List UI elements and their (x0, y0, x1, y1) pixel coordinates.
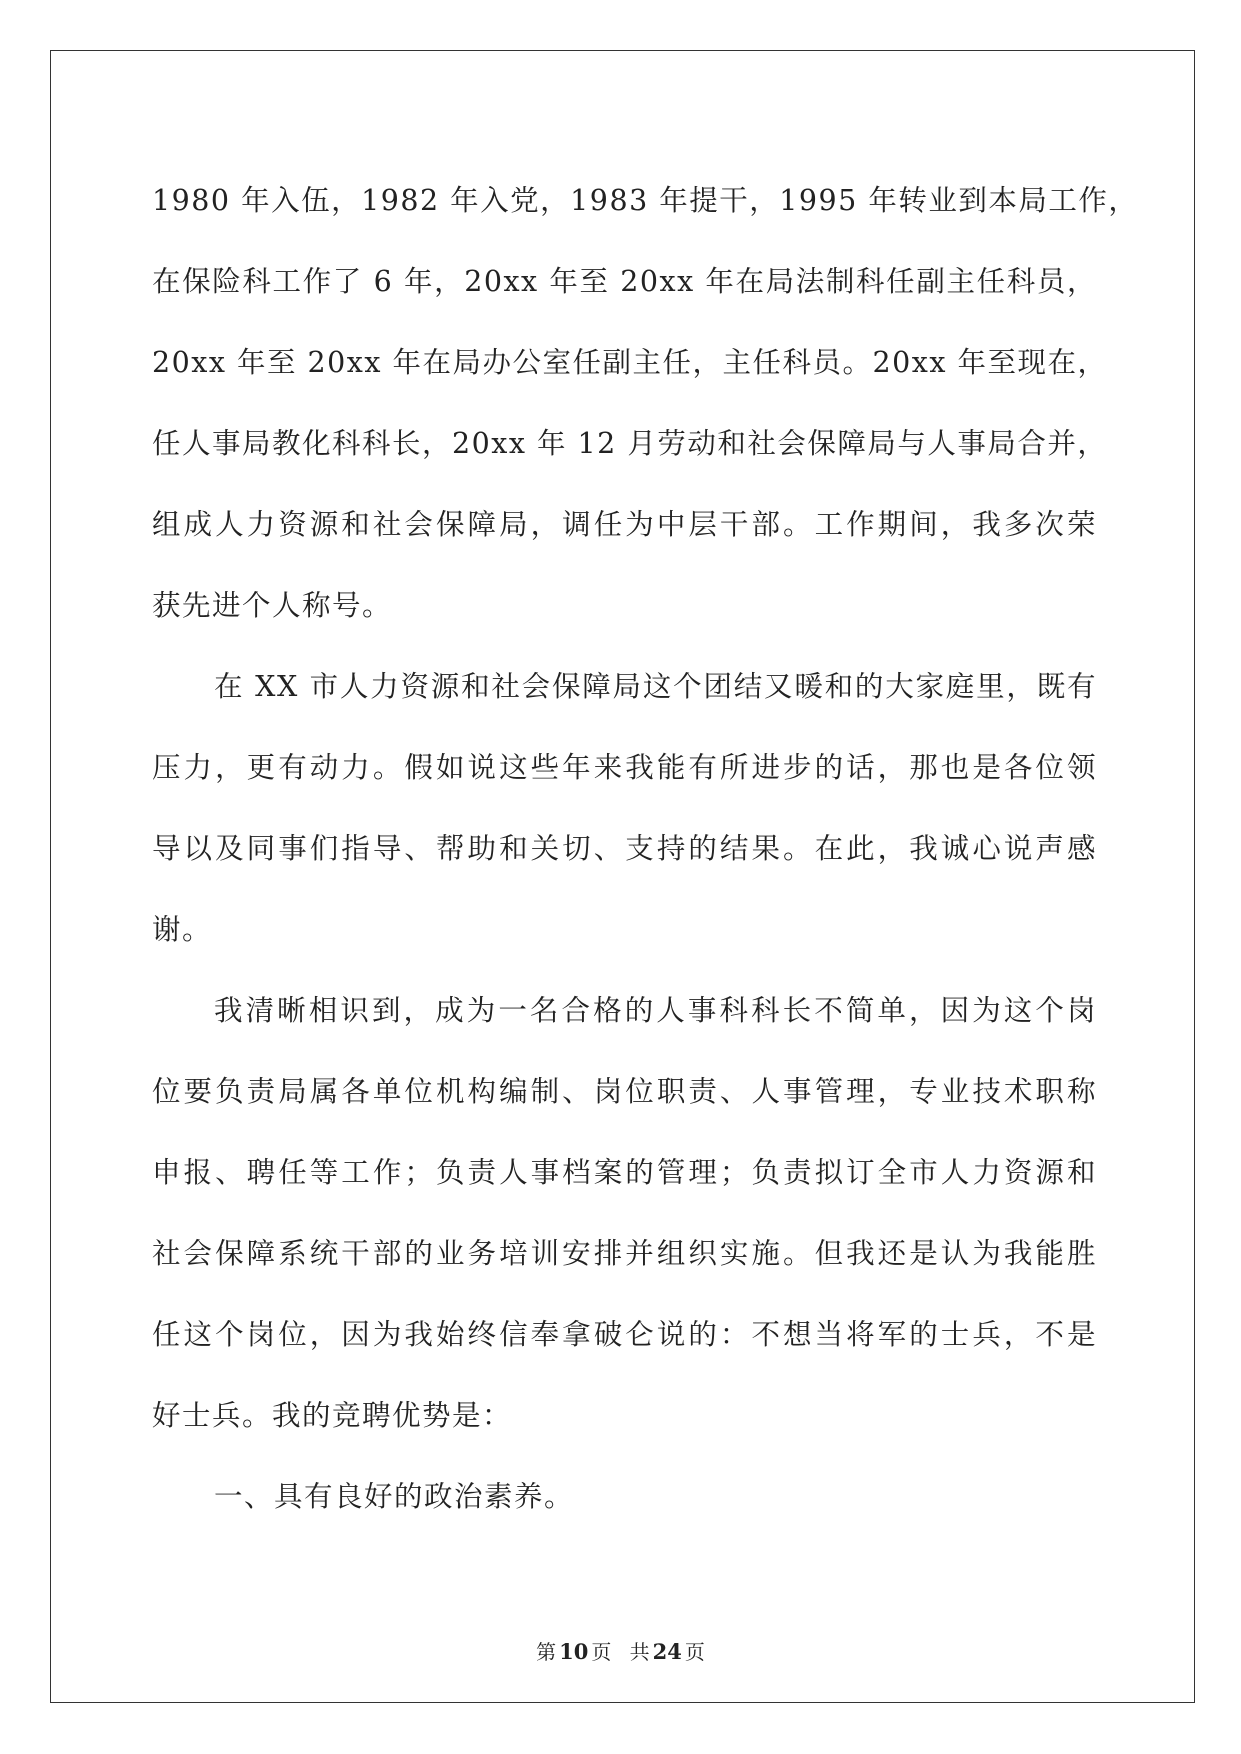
paragraph-2-line-1: 在 XX 市人力资源和社会保障局这个团结又暖和的大家庭里，既有 (214, 670, 1097, 703)
footer-total-indicator (627, 1640, 708, 1664)
paragraph-3-line-6: 好士兵。我的竞聘优势是： (152, 1399, 513, 1432)
paragraph-1-line-5: 组成人力资源和社会保障局，调任为中层干部。工作期间，我多次荣 (152, 508, 1097, 541)
paragraph-2-line-2: 压力，更有动力。假如说这些年来我能有所进步的话，那也是各位领 (152, 751, 1097, 784)
paragraph-4-line-1: 一、具有良好的政治素养。 (214, 1480, 575, 1513)
paragraph-1-line-4: 任人事局教化科科长，20xx 年 12 月劳动和社会保障局与人事局合并， (152, 427, 1108, 460)
footer-page-prefix: 第 (536, 1640, 557, 1664)
document-body (152, 160, 1139, 1537)
paragraph-3-line-5: 任这个岗位，因为我始终信奉拿破仑说的：不想当将军的士兵，不是 (152, 1318, 1097, 1351)
paragraph-3-line-4: 社会保障系统干部的业务培训安排并组织实施。但我还是认为我能胜 (152, 1237, 1097, 1270)
footer-page-indicator (533, 1640, 614, 1664)
footer-page-current: 10 (559, 1639, 589, 1664)
footer-page-total: 24 (652, 1639, 682, 1664)
paragraph-3-line-2: 位要负责局属各单位机构编制、岗位职责、人事管理，专业技术职称 (152, 1075, 1097, 1108)
footer-total-unit: 页 (684, 1640, 705, 1664)
paragraph-2-line-3: 导以及同事们指导、帮助和关切、支持的结果。在此，我诚心说声感 (152, 832, 1097, 865)
paragraph-1-line-2: 在保险科工作了 6 年，20xx 年至 20xx 年在局法制科任副主任科员， (152, 265, 1097, 298)
paragraph-1-line-3: 20xx 年至 20xx 年在局办公室任副主任，主任科员。20xx 年至现在， (152, 346, 1108, 379)
page-footer (0, 1636, 1241, 1665)
paragraph-3-line-1: 我清晰相识到，成为一名合格的人事科科长不简单，因为这个岗 (214, 994, 1097, 1027)
paragraph-1-line-6: 获先进个人称号。 (152, 589, 393, 622)
footer-total-prefix: 共 (629, 1640, 650, 1664)
paragraph-3-line-3: 申报、聘任等工作；负责人事档案的管理；负责拟订全市人力资源和 (152, 1156, 1097, 1189)
paragraph-2-line-4: 谢。 (152, 913, 213, 946)
paragraph-1-line-1: 1980 年入伍，1982 年入党，1983 年提干，1995 年转业到本局工作， (152, 184, 1139, 217)
footer-page-unit: 页 (591, 1640, 612, 1664)
